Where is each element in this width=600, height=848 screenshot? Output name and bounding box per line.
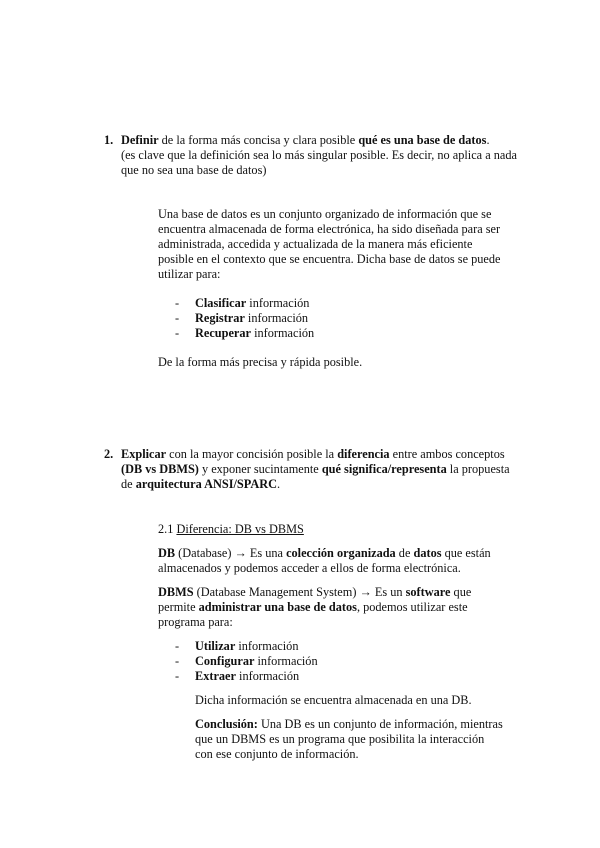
question-2 xyxy=(104,447,524,492)
question-1-note: (es clave que la definición sea lo más singular posible. Es decir, no aplica a nada que no sea una base de datos) xyxy=(121,148,517,177)
list-item: - Clasificar información xyxy=(175,296,310,310)
question-1-number: 1. xyxy=(104,133,114,147)
question-1-prompt: Definir de la forma más concisa y clara posible qué es una base de datos. xyxy=(121,133,490,147)
list-item: - Registrar información xyxy=(175,311,309,325)
answer-1-list xyxy=(158,296,503,341)
answer-1-closing: De la forma más precisa y rápida posible. xyxy=(158,355,363,369)
stored-note: Dicha información se encuentra almacenada en una DB. xyxy=(195,693,472,707)
db-definition: DB (Database) → Es una colección organizada de datos que están almacenados y podemos acceder a ellos de forma electrónica. xyxy=(158,546,491,575)
list-item: - Configurar información xyxy=(175,654,318,668)
conclusion: Conclusión: Una DB es un conjunto de información, mientras que un DBMS es un programa que posibilita la interacción con ese conjunto de información. xyxy=(195,717,503,761)
question-1 xyxy=(104,133,524,178)
answer-2 xyxy=(158,522,503,762)
list-item: - Utilizar información xyxy=(175,639,299,653)
answer-2-list xyxy=(158,639,503,684)
dbms-definition: DBMS (Database Management System) → Es un software que permite administrar una base de datos, podemos utilizar este programa para: xyxy=(158,585,472,629)
list-item: - Recuperar información xyxy=(175,326,315,340)
list-item: - Extraer información xyxy=(175,669,300,683)
answer-1-paragraph: Una base de datos es un conjunto organizado de información que se encuentra almacenada de forma electrónica, ha sido diseñada para ser administrada, accedida y actualizada de la manera más eficiente posible en el contexto que se encuentra. Dicha base de datos se puede utilizar para: xyxy=(158,207,501,281)
answer-1 xyxy=(158,207,503,370)
question-2-number: 2. xyxy=(104,447,114,461)
question-2-prompt: Explicar con la mayor concisión posible la diferencia entre ambos conceptos (DB vs DBMS) y exponer sucintamente qué significa/representa la propuesta de arquitectura ANSI/SPARC. xyxy=(121,447,510,491)
section-heading: 2.1 Diferencia: DB vs DBMS xyxy=(158,522,304,536)
